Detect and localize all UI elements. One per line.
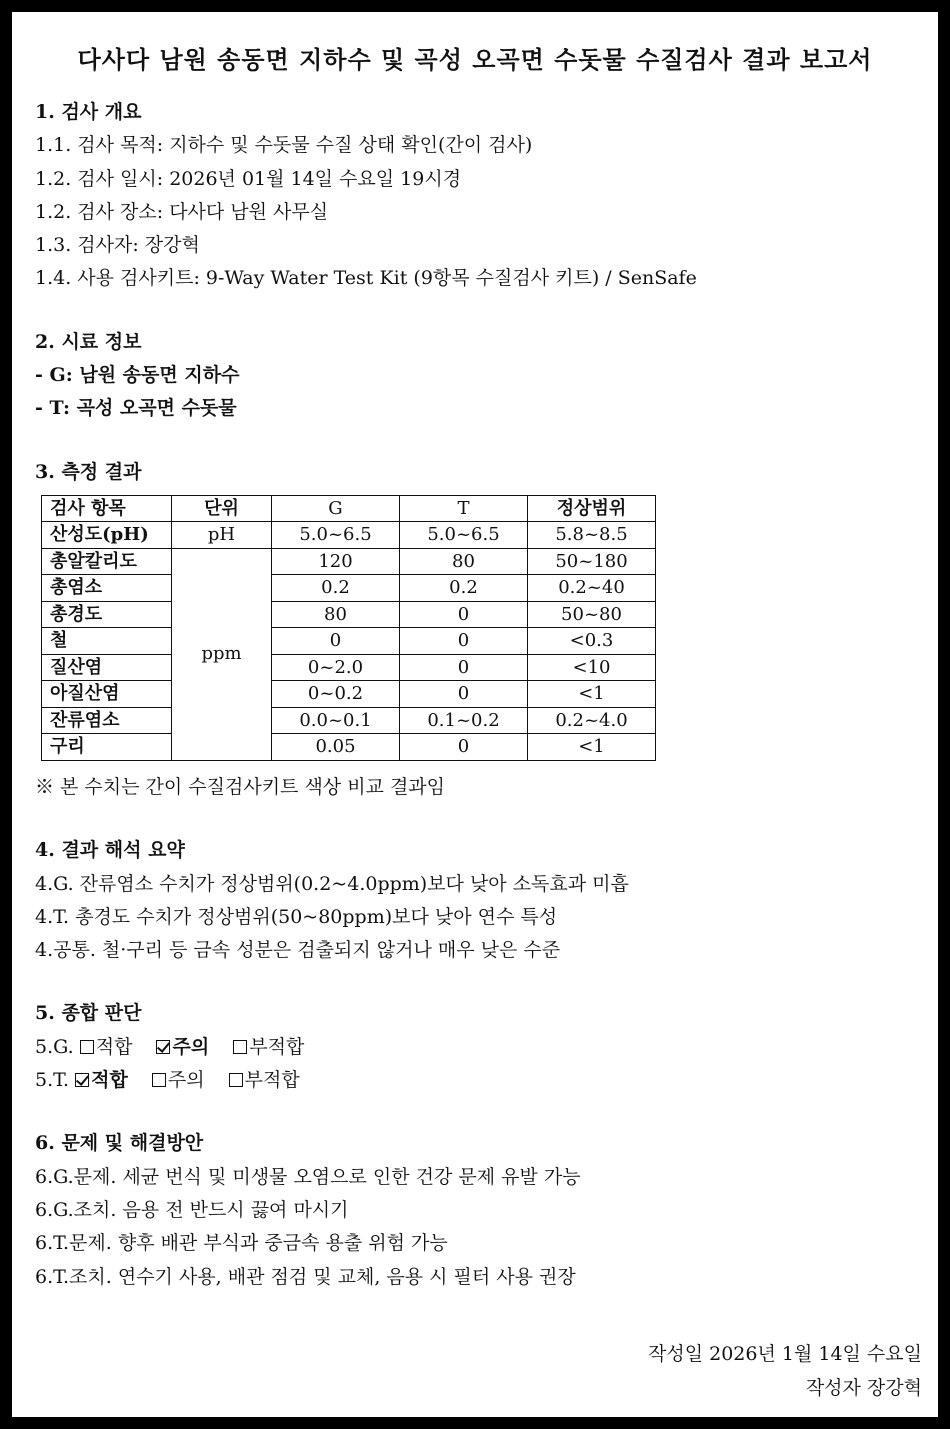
row-range: 5.8~8.5 [528,522,656,549]
row-g: 0.05 [272,734,400,761]
row-range: 0.2~40 [528,575,656,602]
row-t: 0 [400,734,528,761]
spacer [35,296,915,326]
problem-t: 6.T.문제. 향후 배관 부식과 중금속 용출 위험 가능 [35,1232,448,1255]
action-t: 6.T.조치. 연수기 사용, 배관 점검 및 교체, 음용 시 필터 사용 권장 [35,1265,576,1288]
section5-heading: 5. 종합 판단 [35,1002,142,1025]
judgement-row-g [35,1031,915,1064]
row-name: 총염소 [42,575,172,602]
section3-heading: 3. 측정 결과 [35,460,142,483]
table-row [42,734,656,761]
header-g: G [272,495,400,522]
checkbox-icon[interactable] [152,1073,166,1087]
summary-common: 4.공통. 철·구리 등 금속 성분은 검출되지 않거나 매우 낮은 수준 [35,939,561,962]
table-row [42,707,656,734]
spacer [35,804,915,834]
checkbox-icon[interactable] [229,1073,243,1087]
checkbox-icon[interactable] [80,1040,94,1054]
judgement-label: 5.G. [35,1035,80,1058]
row-g: 5.0~6.5 [272,522,400,549]
row-g: 0.0~0.1 [272,707,400,734]
sample-t: - T: 곡성 오곡면 수돗물 [35,397,237,420]
row-range: 50~80 [528,601,656,628]
option-caution[interactable]: 주의 [156,1036,209,1058]
results-table [41,495,656,761]
row-t: 0 [400,628,528,655]
report-title: 다사다 남원 송동면 지하수 및 곡성 오곡면 수돗물 수질검사 결과 보고서 [77,45,873,74]
row-name: 총알칼리도 [42,548,172,575]
summary-g: 4.G. 잔류염소 수치가 정상범위(0.2~4.0ppm)보다 낮아 소독효과 미흡 [35,872,629,895]
header-t: T [400,495,528,522]
row-range: 50~180 [528,548,656,575]
section1-heading: 1. 검사 개요 [35,101,142,123]
spacer [35,1097,915,1127]
option-caution[interactable]: 주의 [152,1069,205,1091]
section4-heading: 4. 결과 해석 요약 [35,839,185,862]
table-row [42,654,656,681]
judgement-label: 5.T. [35,1069,76,1092]
row-g: 0~2.0 [272,654,400,681]
report-body [35,96,915,1294]
row-name: 아질산염 [42,681,172,708]
row-t: 0.1~0.2 [400,707,528,734]
row-name: 구리 [42,734,172,761]
row-t: 5.0~6.5 [400,522,528,549]
row-name: 산성도(pH) [42,522,172,549]
overview-purpose: 1.1. 검사 목적: 지하수 및 수돗물 수질 상태 확인(간이 검사) [35,134,533,157]
option-unsuitable[interactable]: 부적합 [229,1069,300,1091]
report-page [12,12,938,1417]
header-unit: 단위 [172,495,272,522]
option-unsuitable[interactable]: 부적합 [233,1036,304,1058]
header-item: 검사 항목 [42,495,172,522]
overview-location: 1.2. 검사 장소: 다사다 남원 사무실 [35,200,329,223]
option-suitable[interactable]: 적합 [80,1036,133,1058]
judgement-row-t [35,1064,915,1097]
section6-heading: 6. 문제 및 해결방안 [35,1132,204,1155]
row-g: 0 [272,628,400,655]
row-g: 120 [272,548,400,575]
report-date: 작성일 2026년 1월 14일 수요일 [648,1343,922,1365]
problem-g: 6.G.문제. 세균 번식 및 미생물 오염으로 인한 건강 문제 유발 가능 [35,1165,581,1188]
row-t: 80 [400,548,528,575]
checkbox-icon[interactable] [233,1040,247,1054]
checkbox-checked-icon[interactable] [75,1073,89,1087]
row-t: 0.2 [400,575,528,602]
header-range: 정상범위 [528,495,656,522]
overview-kit: 1.4. 사용 검사키트: 9-Way Water Test Kit (9항목 수질검사 키트) / SenSafe [35,267,697,290]
spacer [35,426,915,456]
row-g: 80 [272,601,400,628]
row-t: 0 [400,601,528,628]
row-name: 총경도 [42,601,172,628]
table-note: ※ 본 수치는 간이 수질검사키트 색상 비교 결과임 [35,775,446,798]
section2-heading: 2. 시료 정보 [35,330,142,353]
sample-g: - G: 남원 송동면 지하수 [35,364,240,387]
row-unit: pH [172,522,272,549]
row-t: 0 [400,654,528,681]
row-name: 철 [42,628,172,655]
row-range: 0.2~4.0 [528,707,656,734]
table-row [42,628,656,655]
report-author: 작성자 장강혁 [805,1377,922,1399]
row-unit-merged: ppm [172,548,272,760]
row-g: 0.2 [272,575,400,602]
row-name: 질산염 [42,654,172,681]
option-suitable[interactable]: 적합 [75,1069,128,1091]
row-g: 0~0.2 [272,681,400,708]
row-range: <1 [528,734,656,761]
row-range: <10 [528,654,656,681]
row-name: 잔류염소 [42,707,172,734]
table-row [42,575,656,602]
spacer [35,967,915,997]
summary-t: 4.T. 총경도 수치가 정상범위(50~80ppm)보다 낮아 연수 특성 [35,905,558,928]
overview-inspector: 1.3. 검사자: 장강혁 [35,234,200,257]
table-row [42,522,656,549]
table-header-row [42,495,656,522]
row-t: 0 [400,681,528,708]
row-range: <1 [528,681,656,708]
checkbox-checked-icon[interactable] [156,1040,170,1054]
overview-datetime: 1.2. 검사 일시: 2026년 01월 14일 수요일 19시경 [35,167,462,190]
table-row [42,601,656,628]
row-range: <0.3 [528,628,656,655]
table-row [42,681,656,708]
action-g: 6.G.조치. 음용 전 반드시 끓여 마시기 [35,1198,349,1221]
table-row [42,548,656,575]
